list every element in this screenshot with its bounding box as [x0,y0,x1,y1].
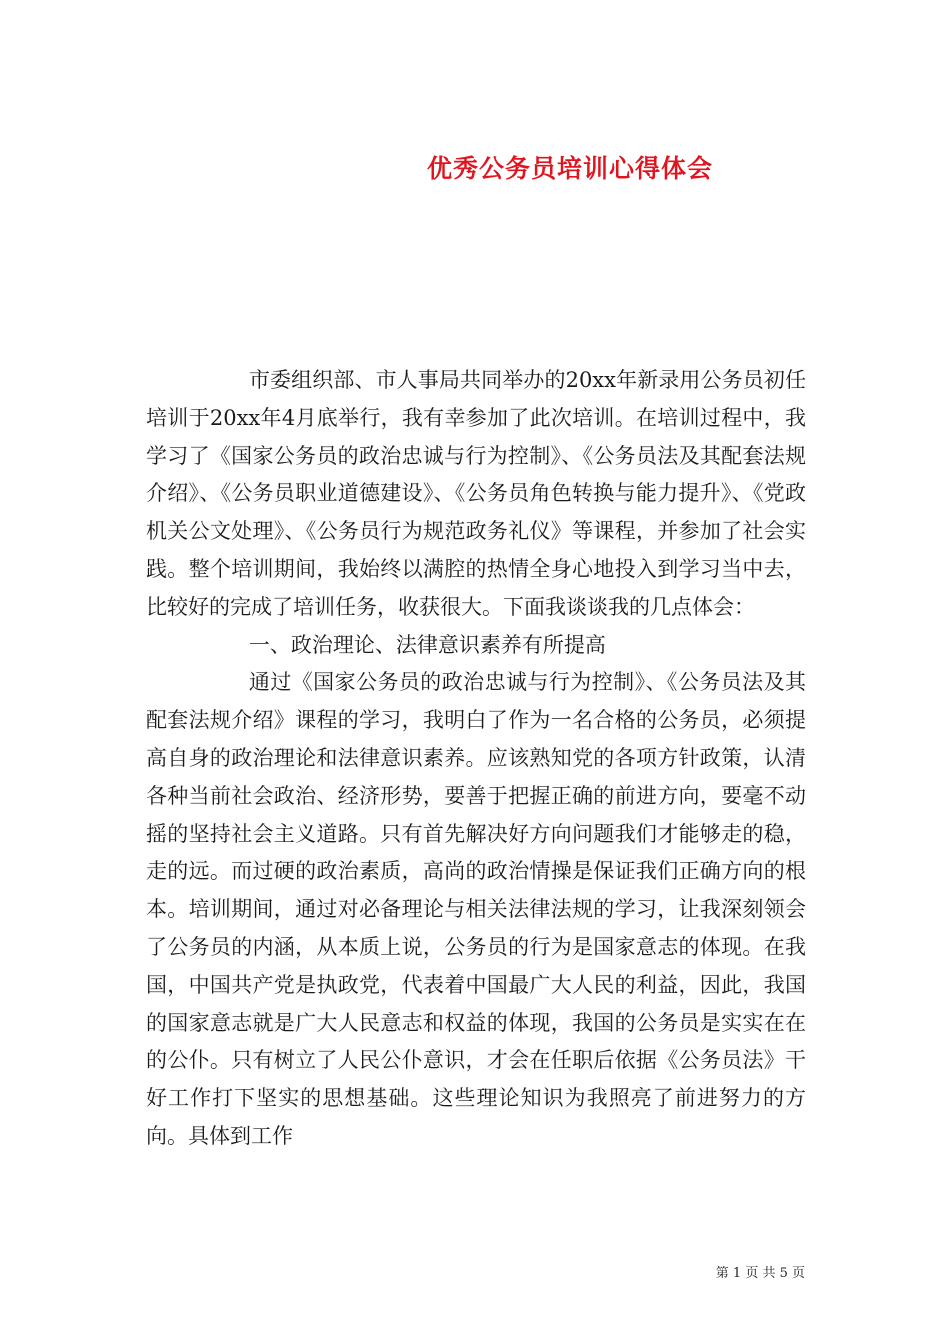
page-footer: 第 1 页 共 5 页 [715,1266,805,1281]
section-heading: 一、政治理论、法律意识素养有所提高 [248,632,606,657]
body-paragraph: 通过《国家公务员的政治忠诚与行为控制》、《公务员法及其配套法规介绍》课程的学习，我明白了作为一名合格的公务员，必须提高自身的政治理论和法律意识素养。应该熟知党的各项方针政策，认清各种当前社会政治、经济形势，要善于把握正确的前进方向，要毫不动摇的坚持社会主义道路。只有首先解决好方向问题我们才能够走的稳，走的远。而过硬的政治素质，高尚的政治情操是保证我们正确方向的根本。培训期间，通过对必备理论与相关法律法规的学习，让我深刻领会了公务员的内涵，从本质上说，公务员的行为是国家意志的体现。在我国，中国共产党是执政党，代表着中国最广大人民的利益，因此，我国的国家意志就是广大人民意志和权益的体现，我国的公务员是实实在在的公仆。只有树立了人民公仆意识，才会在任职后依据《公务员法》干好工作打下坚实的思想基础。这些理论知识为我照亮了前进努力的方向。具体到工作 [146,670,806,1148]
intro-paragraph: 市委组织部、市人事局共同举办的20xx年新录用公务员初任培训于20xx年4月底举行，我有幸参加了此次培训。在培训过程中，我学习了《国家公务员的政治忠诚与行为控制》、《公务员法及其配套法规介绍》、《公务员职业道德建设》、《公务员角色转换与能力提升》、《党政机关公文处理》、《公务员行为规范政务礼仪》等课程，并参加了社会实践。整个培训期间，我始终以满腔的热情全身心地投入到学习当中去，比较好的完成了培训任务，收获很大。下面我谈谈我的几点体会： [146,368,806,619]
document-body [146,362,806,1156]
document-title: 优秀公务员培训心得体会 [426,153,713,183]
